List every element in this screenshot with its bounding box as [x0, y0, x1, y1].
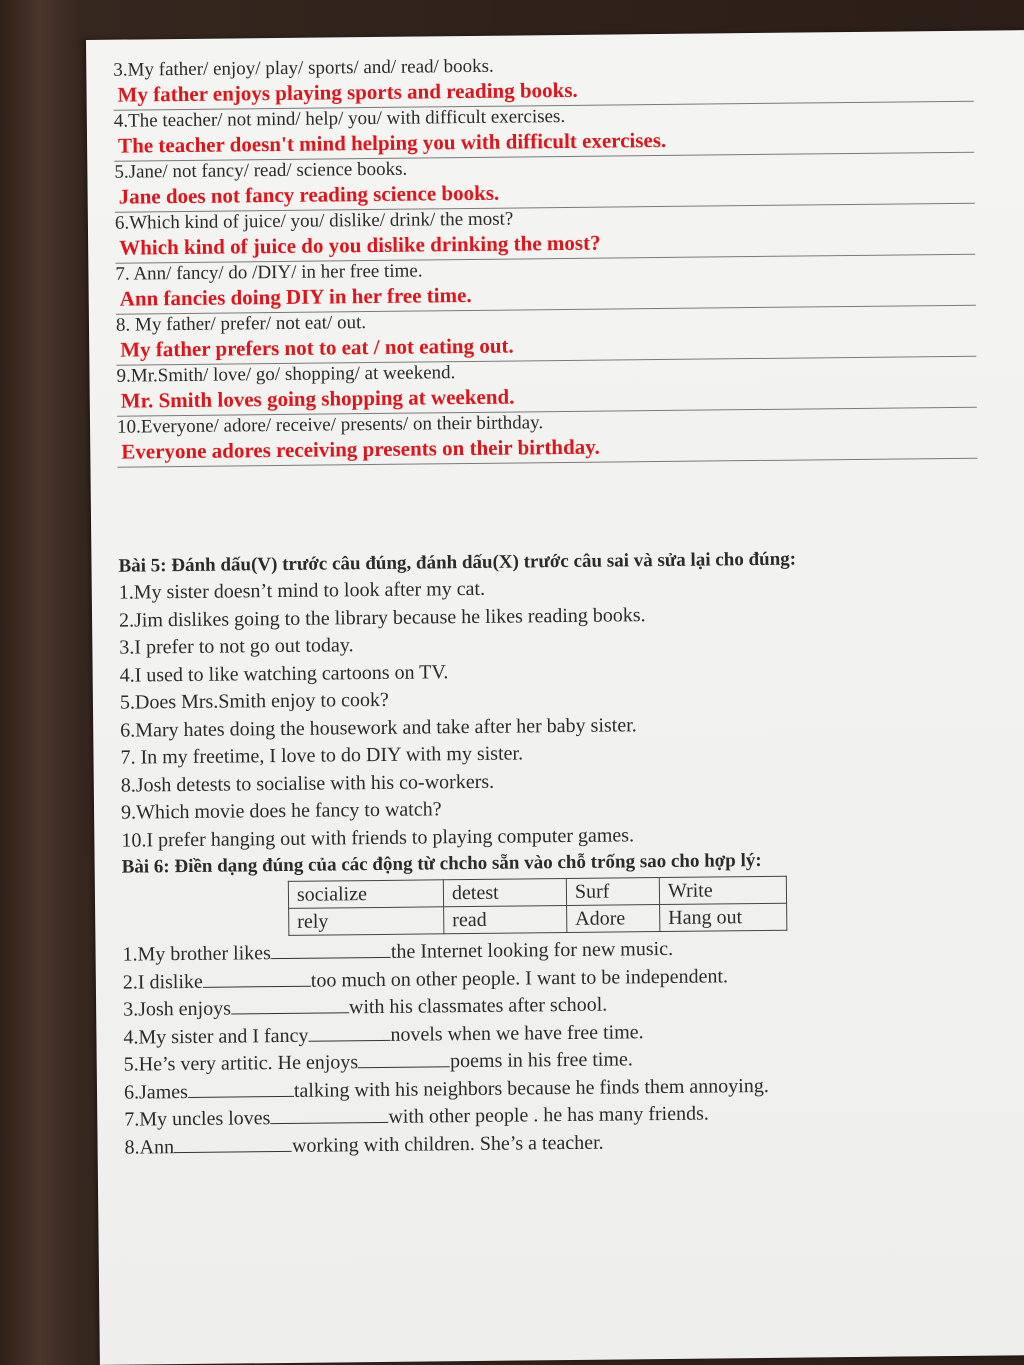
exercise-4-answer-4: The teacher doesn't mind helping you with difficult exercises.: [114, 124, 974, 162]
sentence-end: poems in his free time.: [449, 1048, 633, 1073]
exercise-5-item: 4.I used to like watching cartoons on TV.: [119, 660, 449, 687]
exercise-4-answer-7: Ann fancies doing DIY in her free time.: [116, 277, 976, 315]
exercise-4-prompt-5: 5.Jane/ not fancy/ read/ science books.: [114, 158, 408, 183]
sentence-end: too much on other people. I want to be independent.: [310, 964, 729, 992]
exercise-5-item: 10.I prefer hanging out with friends to playing computer games.: [121, 823, 635, 852]
exercise-4-prompt-4: 4.The teacher/ not mind/ help/ you/ with difficult exercises.: [113, 105, 566, 132]
verb-cell: Hang out: [660, 903, 787, 931]
answer-blank[interactable]: [271, 941, 391, 959]
sentence-end: the Internet looking for new music.: [390, 937, 674, 963]
exercise-5-heading: Bài 5: Đánh dấu(V) trước câu đúng, đánh dấu(X) trước câu sai và sửa lại cho đúng:: [118, 548, 797, 577]
verb-cell: Surf: [566, 878, 659, 906]
sentence-start: 6.James: [123, 1080, 189, 1104]
verb-cell: socialize: [288, 880, 443, 909]
answer-blank[interactable]: [308, 1023, 390, 1041]
sentence-start: 8.Ann: [124, 1135, 175, 1159]
answer-blank[interactable]: [188, 1079, 294, 1097]
exercise-6-heading: Bài 6: Điền dạng đúng của các động từ chcho sẵn vào chỗ trống sao cho hợp lý:: [121, 849, 762, 878]
exercise-5-item: 7. In my freetime, I love to do DIY with my sister.: [120, 742, 524, 769]
exercise-6-section: [122, 845, 1005, 1161]
exercise-5-item: 3.I prefer to not go out today.: [119, 634, 354, 659]
sentence-start: 1.My brother likes: [122, 942, 271, 966]
verb-cell: read: [444, 906, 567, 934]
exercise-4-answer-8: My father prefers not to eat / not eating out.: [116, 328, 976, 366]
exercise-5-item: 8.Josh detests to socialise with his co-workers.: [120, 770, 495, 797]
worksheet-content: [113, 51, 1004, 1162]
exercise-4-prompt-6: 6.Which kind of juice/ you/ dislike/ drink/ the most?: [114, 208, 514, 234]
sentence-start: 3.Josh enjoys: [123, 997, 232, 1021]
sentence-start: 7.My uncles loves: [124, 1107, 271, 1131]
sentence-end: with his classmates after school.: [348, 993, 608, 1019]
verb-table: [288, 876, 788, 936]
worksheet-page: [86, 30, 1024, 1365]
sentence-start: 5.He’s very artitic. He enjoys: [123, 1051, 359, 1076]
answer-blank[interactable]: [231, 996, 349, 1014]
exercise-4-prompt-3: 3.My father/ enjoy/ play/ sports/ and/ read/ books.: [113, 55, 494, 81]
verb-cell: Adore: [567, 905, 660, 933]
verb-cell: Write: [659, 876, 786, 904]
exercise-4-answer-6: Which kind of juice do you dislike drinking the most?: [115, 226, 975, 264]
answer-blank[interactable]: [203, 969, 311, 987]
answer-blank[interactable]: [358, 1050, 450, 1068]
exercise-4-answer-5: Jane does not fancy reading science books.: [115, 175, 975, 213]
exercise-4-prompt-8: 8. My father/ prefer/ not eat/ out.: [115, 312, 367, 336]
exercise-4-prompt-9: 9.Mr.Smith/ love/ go/ shopping/ at weekend.: [116, 362, 456, 387]
exercise-5-item: 6.Mary hates doing the housework and take after her baby sister.: [120, 713, 637, 742]
verb-cell: rely: [289, 907, 444, 936]
verb-table-row: [289, 903, 787, 935]
exercise-4-prompt-7: 7. Ann/ fancy/ do /DIY/ in her free time.: [115, 260, 423, 285]
sentence-start: 2.I dislike: [122, 970, 203, 994]
exercise-4-answer-10: Everyone adores receiving presents on their birthday.: [117, 430, 977, 468]
exercise-5-section: [118, 544, 1001, 854]
section-gap: [117, 458, 998, 553]
verb-cell: detest: [443, 879, 566, 907]
sentence-end: working with children. She’s a teacher.: [291, 1131, 604, 1157]
exercise-5-item: 1.My sister doesn’t mind to look after my cat.: [118, 577, 486, 604]
sentence-start: 4.My sister and I fancy: [123, 1024, 309, 1049]
exercise-5-item: 2.Jim dislikes going to the library because he likes reading books.: [118, 603, 646, 632]
exercise-4-section: [113, 51, 997, 468]
sentence-end: novels when we have free time.: [390, 1020, 644, 1046]
exercise-4-answer-9: Mr. Smith loves going shopping at weekend.: [117, 379, 977, 417]
sentence-end: with other people . he has many friends.: [388, 1102, 709, 1128]
exercise-5-item: 9.Which movie does he fancy to watch?: [120, 798, 442, 824]
exercise-4-prompt-10: 10.Everyone/ adore/ receive/ presents/ on their birthday.: [116, 412, 544, 438]
answer-blank[interactable]: [174, 1134, 292, 1152]
sentence-end: talking with his neighbors because he finds them annoying.: [293, 1074, 769, 1102]
exercise-4-answer-3: My father enjoys playing sports and reading books.: [113, 73, 973, 111]
exercise-5-item: 5.Does Mrs.Smith enjoy to cook?: [119, 688, 389, 714]
answer-blank[interactable]: [270, 1106, 388, 1124]
